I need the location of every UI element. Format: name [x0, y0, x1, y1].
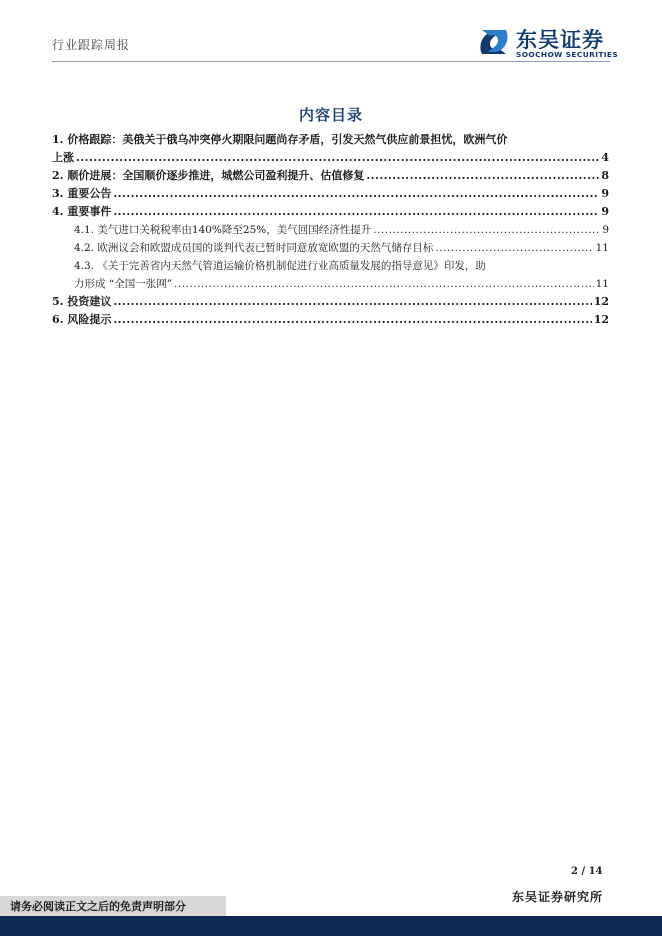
toc-leader-dots: [113, 185, 599, 203]
toc-entry-text: 《关于完善省内天然气管道运输价格机制促进行业高质量发展的指导意见》印发，助: [97, 260, 486, 272]
footer-brand: 东吴证券研究所: [512, 890, 604, 904]
toc-entry-6[interactable]: [52, 311, 609, 329]
toc-entry-4-3[interactable]: [52, 257, 609, 293]
toc-entry-text: 投资建议: [67, 295, 112, 308]
toc-leader-dots: [113, 203, 599, 221]
toc-entry-label: [52, 203, 111, 221]
toc-leader-dots: [113, 293, 591, 311]
soochow-logo-icon: [476, 24, 512, 60]
report-type-label: 行业跟踪周报: [52, 38, 131, 52]
toc-entry-1[interactable]: [52, 131, 609, 167]
toc-entry-text: 风险提示: [67, 313, 112, 326]
toc-page-number: 4: [601, 151, 609, 164]
toc-entry-number: 3.: [52, 187, 64, 200]
toc-entry-text-cont: 上涨: [52, 151, 74, 164]
toc-entry-4-3-line2: [52, 275, 609, 293]
toc-entry-4[interactable]: [52, 203, 609, 221]
toc-entry-text-cont: 力形成 “全国一张网”: [74, 278, 173, 290]
toc-entry-number: 4.1.: [74, 224, 95, 236]
toc-leader-dots: [113, 311, 591, 329]
footer-bar: [0, 916, 662, 936]
disclaimer-banner: [0, 896, 226, 916]
toc-entry-text: 重要公告: [67, 187, 112, 200]
toc-page-number: 8: [601, 169, 609, 182]
toc-leader-dots: [435, 239, 593, 257]
toc-page-number: 12: [593, 295, 609, 308]
toc-entry-4-2[interactable]: [52, 239, 609, 257]
toc-leader-dots: [174, 275, 594, 293]
toc-entry-text: 重要事件: [67, 205, 112, 218]
toc-entry-text: 价格跟踪：美俄关于俄乌冲突停火期限问题尚存矛盾，引发天然气供应前景担忧，欧洲气价: [67, 133, 508, 146]
toc-entry-number: 4.3.: [74, 260, 95, 272]
toc-page-number: 9: [602, 224, 609, 236]
toc-entry-number: 2.: [52, 169, 64, 182]
toc-entry-number: 6.: [52, 313, 64, 326]
toc-entry-label: [52, 167, 364, 185]
toc-entry-4-1[interactable]: [52, 221, 609, 239]
disclaimer-text: 请务必阅读正文之后的免责声明部分: [10, 900, 186, 913]
toc-entry-label: [74, 239, 433, 257]
toc-entry-number: 5.: [52, 295, 64, 308]
toc-page-number: 11: [595, 278, 609, 290]
toc-entry-4-3-line1: [52, 257, 609, 275]
toc-entry-number: 4.: [52, 205, 64, 218]
toc-entry-label: [52, 311, 111, 329]
logo-chinese-name: 东吴证券: [516, 28, 604, 52]
toc-leader-dots: [373, 221, 600, 239]
toc-entry-5[interactable]: [52, 293, 609, 311]
table-of-contents: [52, 131, 609, 329]
toc-entry-number: 4.2.: [74, 242, 95, 254]
toc-entry-3[interactable]: [52, 185, 609, 203]
company-logo: [476, 24, 626, 60]
toc-page-number: 12: [593, 313, 609, 326]
toc-entry-text: 美气进口关税税率由140%降至25%，美气回国经济性提升: [97, 224, 372, 236]
toc-entry-text: 顺价进展：全国顺价逐步推进，城燃公司盈利提升、估值修复: [67, 169, 365, 182]
toc-leader-dots: [366, 167, 599, 185]
toc-entry-1-line1: [52, 131, 609, 149]
toc-page-number: 9: [601, 187, 609, 200]
logo-english-name: SOOCHOW SECURITIES: [516, 50, 619, 59]
toc-entry-2[interactable]: [52, 167, 609, 185]
toc-page-number: 9: [601, 205, 609, 218]
toc-entry-label: [52, 293, 111, 311]
toc-entry-1-line2: [52, 149, 609, 167]
toc-leader-dots: [76, 149, 599, 167]
toc-entry-label: [52, 185, 111, 203]
toc-entry-label: [74, 221, 371, 239]
toc-page-number: 11: [595, 242, 609, 254]
toc-entry-text: 欧洲议会和欧盟成员国的谈判代表已暂时同意放宽欧盟的天然气储存目标: [97, 242, 434, 254]
header-divider: [52, 61, 610, 62]
toc-title: 内容目录: [298, 106, 363, 124]
toc-entry-number: 1.: [52, 133, 64, 146]
page-indicator: 2 / 14: [571, 866, 603, 877]
